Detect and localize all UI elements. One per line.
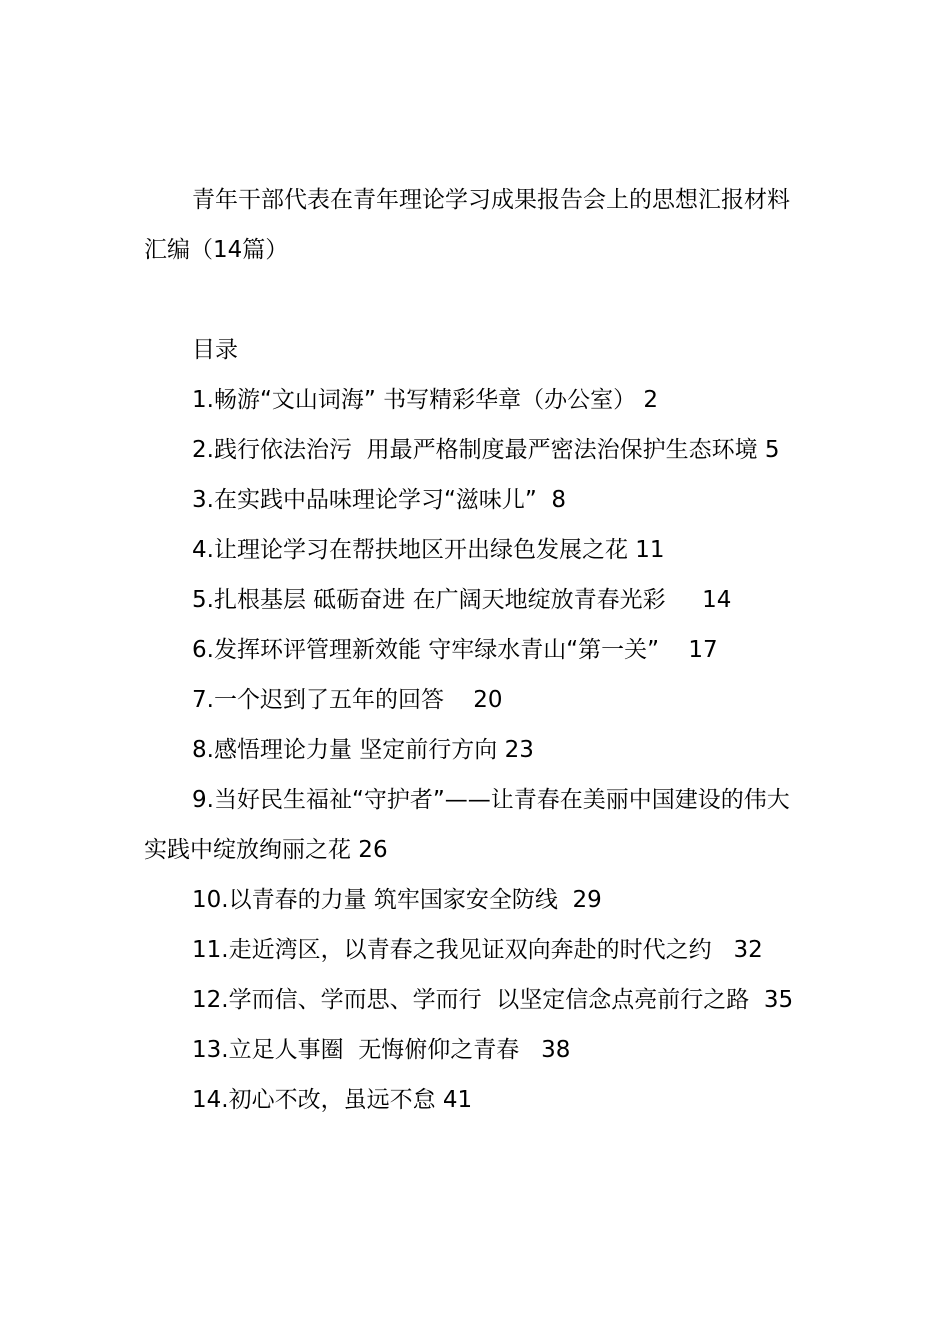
- toc-item-9: 9.当好民生福祉“守护者”——让青春在美丽中国建设的伟大实践中绽放绚丽之花 26: [144, 787, 790, 863]
- toc-heading: 目录: [192, 337, 238, 363]
- toc-item-7: 7.一个迟到了五年的回答 20: [192, 687, 503, 713]
- toc-item-8: 8.感悟理论力量 坚定前行方向 23: [192, 737, 534, 763]
- toc-item-4: 4.让理论学习在帮扶地区开出绿色发展之花 11: [192, 537, 665, 563]
- toc-item-12: 12.学而信、学而思、学而行 以坚定信念点亮前行之路 35: [192, 987, 794, 1013]
- toc-item-3: 3.在实践中品味理论学习“滋味儿” 8: [192, 487, 567, 513]
- toc-item-6: 6.发挥环评管理新效能 守牢绿水青山“第一关” 17: [192, 637, 718, 663]
- toc-item-11: 11.走近湾区，以青春之我见证双向奔赴的时代之约 32: [192, 937, 763, 963]
- toc-item-2: 2.践行依法治污 用最严格制度最严密法治保护生态环境 5: [192, 437, 780, 463]
- toc-item-10: 10.以青春的力量 筑牢国家安全防线 29: [192, 887, 602, 913]
- toc-item-5: 5.扎根基层 砥砺奋进 在广阔天地绽放青春光彩 14: [192, 587, 732, 613]
- document-title: 青年干部代表在青年理论学习成果报告会上的思想汇报材料汇编（14篇）: [144, 187, 790, 263]
- toc-item-1: 1.畅游“文山词海” 书写精彩华章（办公室） 2: [192, 387, 659, 413]
- toc-item-13: 13.立足人事圈 无悔俯仰之青春 38: [192, 1037, 571, 1063]
- toc-item-14: 14.初心不改，虽远不怠 41: [192, 1087, 473, 1113]
- table-of-contents: [144, 375, 810, 1125]
